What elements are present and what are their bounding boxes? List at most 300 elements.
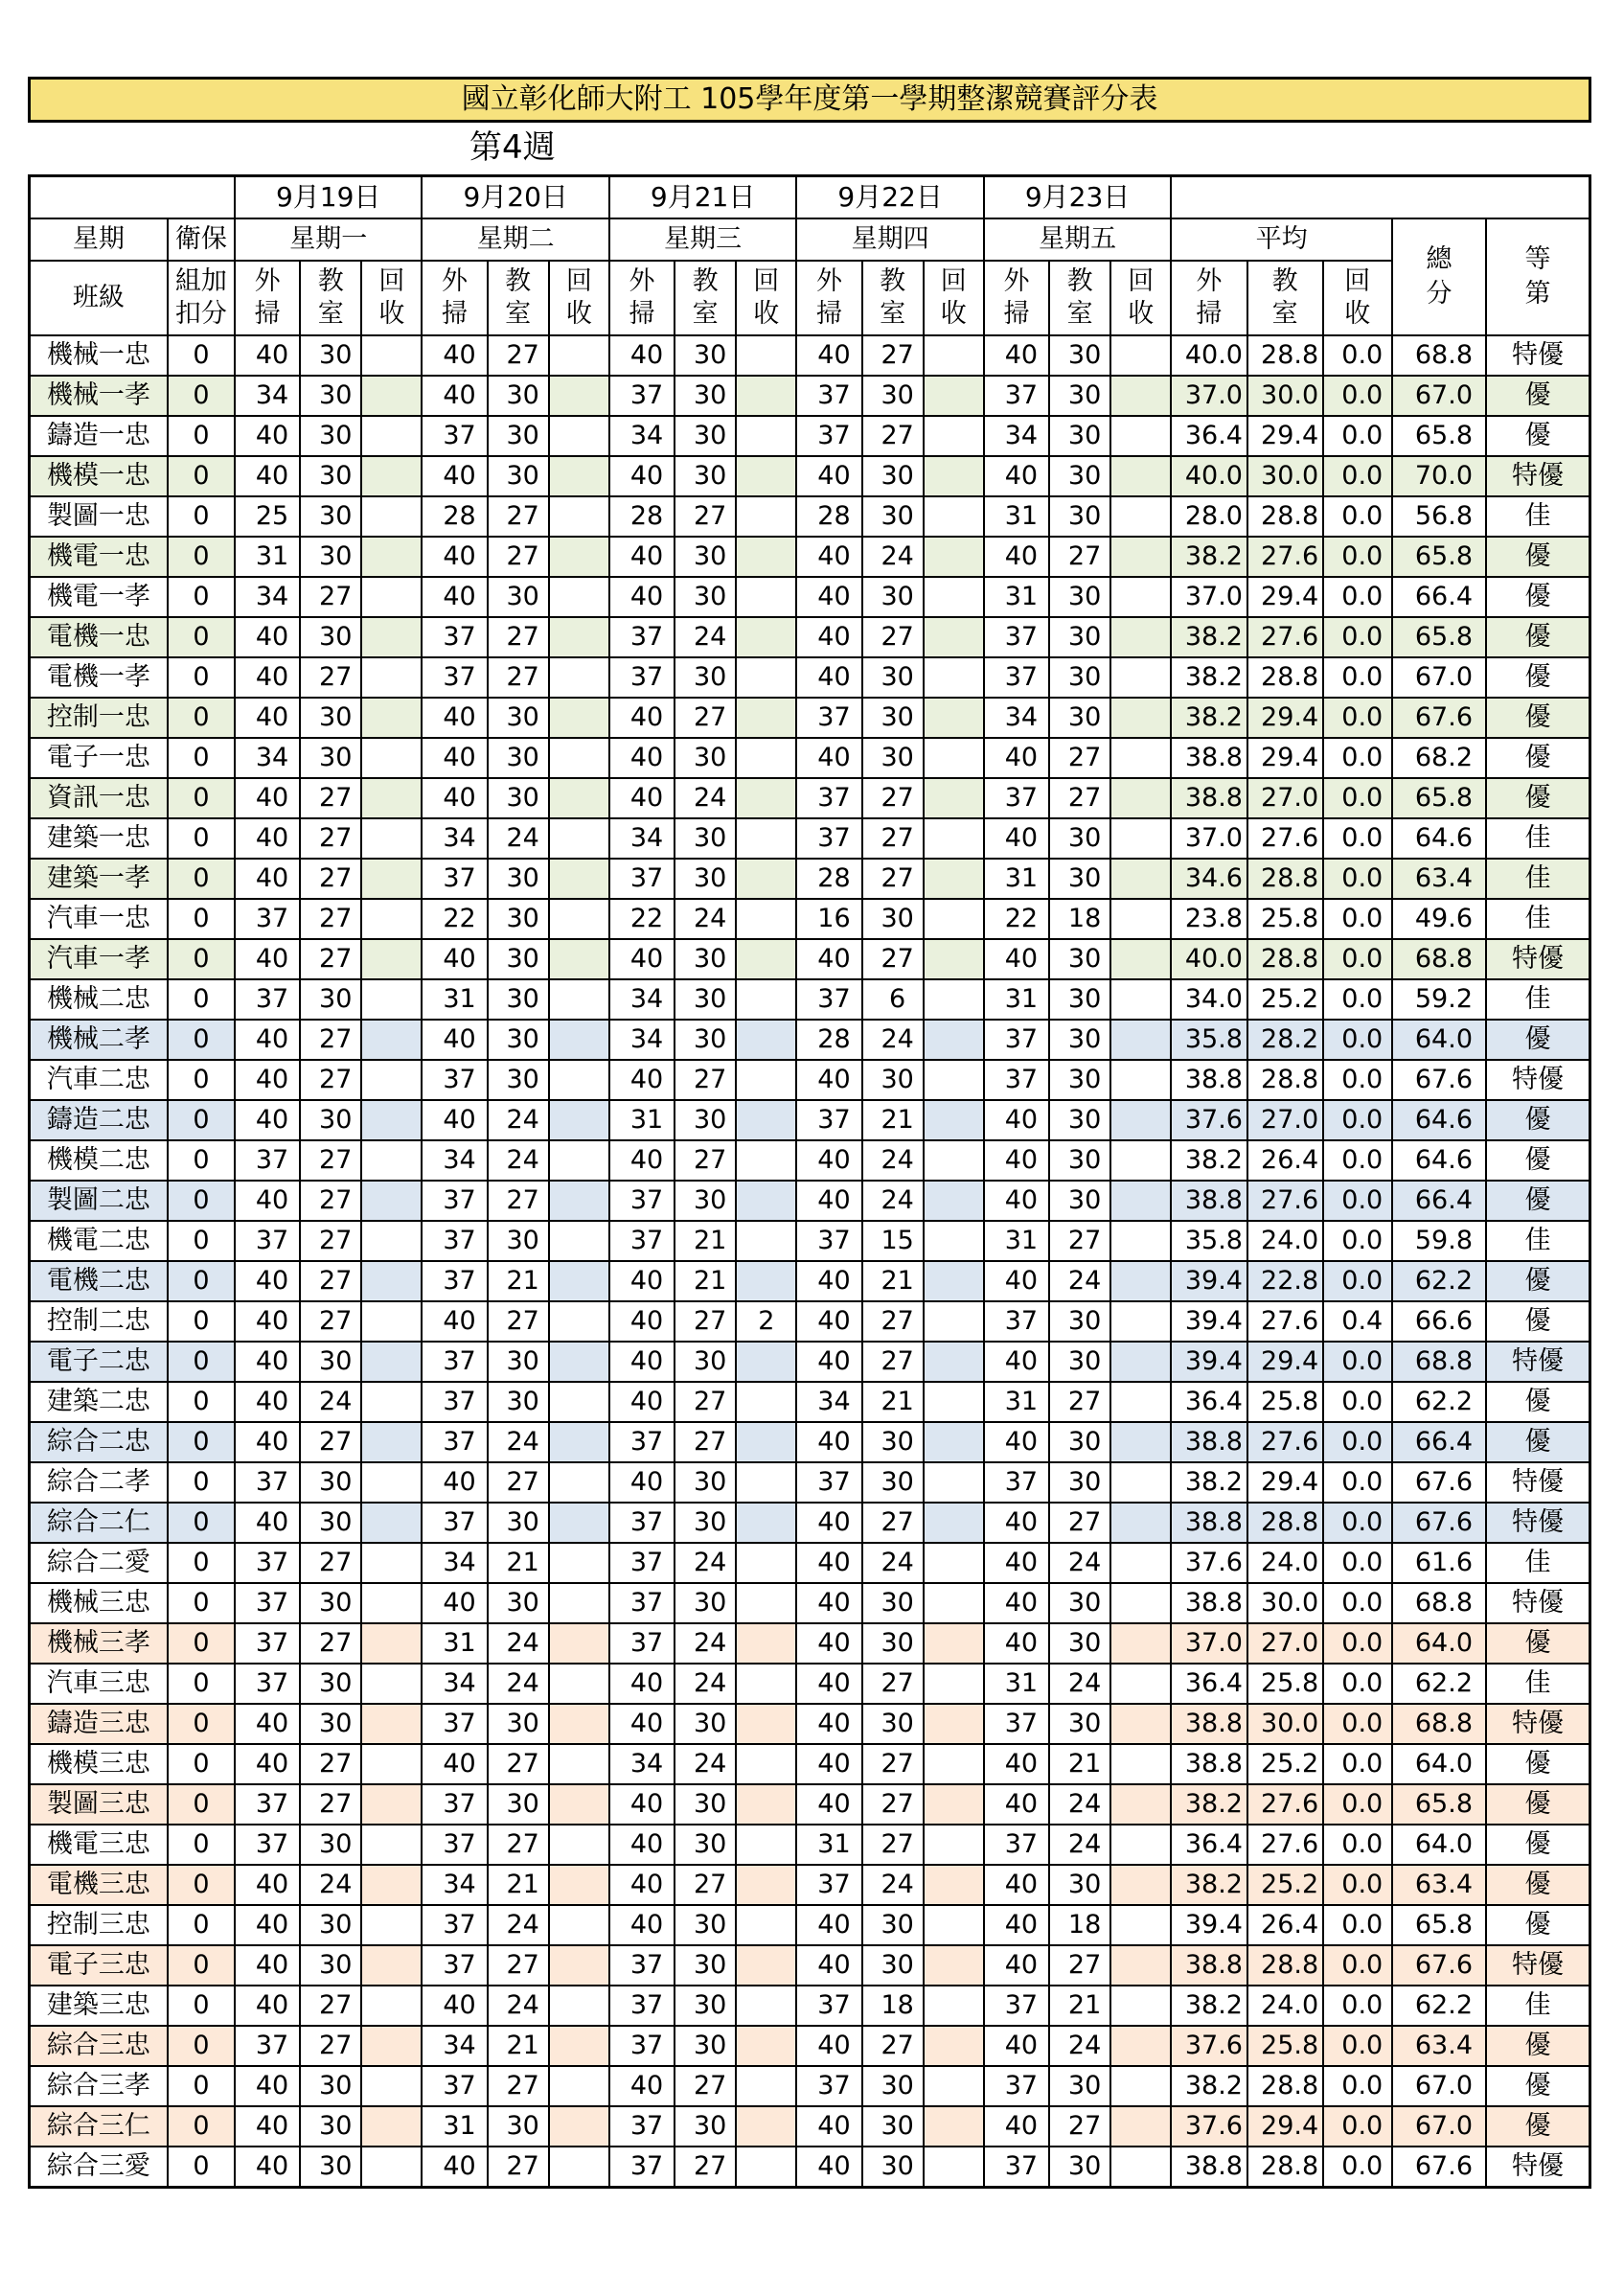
outside-score: 37 [609,1422,675,1462]
classroom-score: 27 [300,939,361,979]
avg-recycle: 0.0 [1323,1583,1392,1623]
recycle-score [1110,1744,1171,1784]
recycle-score [549,416,609,456]
outside-score: 37 [984,1020,1049,1060]
recycle-score [924,1462,984,1503]
deduct-value: 0 [168,979,235,1020]
total-score: 64.0 [1392,1623,1486,1664]
recycle-score [736,2026,796,2066]
total-header [1392,218,1486,335]
class-name: 機模三忠 [30,1744,168,1784]
outside-score: 37 [796,778,861,818]
avg-recycle: 0.0 [1323,1422,1392,1462]
outside-score: 37 [984,1986,1049,2026]
header-blank [30,176,235,219]
avg-outside: 35.8 [1171,1020,1247,1060]
recycle-score [361,1825,422,1865]
recycle-score [1110,818,1171,859]
avg-classroom: 26.4 [1247,1905,1323,1945]
classroom-score: 30 [1049,1301,1110,1342]
total-score: 63.4 [1392,859,1486,899]
outside-score: 40 [796,1945,861,1986]
deduct-value: 0 [168,1744,235,1784]
recycle-score [361,899,422,939]
outside-score: 31 [984,496,1049,537]
recycle-header [1110,261,1171,335]
classroom-score: 27 [862,859,924,899]
avg-outside: 36.4 [1171,1382,1247,1422]
avg-classroom: 26.4 [1247,1140,1323,1181]
recycle-score [1110,456,1171,496]
recycle-score [361,1100,422,1140]
classroom-score: 30 [300,1462,361,1503]
total-score: 68.8 [1392,1704,1486,1744]
recycle-score [549,1342,609,1382]
avg-classroom: 27.6 [1247,1422,1323,1462]
classroom-header-part: 教 [692,266,719,296]
classroom-score: 24 [862,1181,924,1221]
classroom-header-part: 室 [880,299,906,329]
classroom-score: 30 [862,1704,924,1744]
total-score: 66.6 [1392,1301,1486,1342]
classroom-score: 30 [862,2106,924,2147]
avg-classroom: 25.2 [1247,1744,1323,1784]
recycle-score [549,1020,609,1060]
classroom-score: 30 [862,738,924,778]
avg-recycle: 0.0 [1323,1623,1392,1664]
avg-recycle: 0.0 [1323,1382,1392,1422]
table-row [30,1301,1590,1342]
recycle-score [924,416,984,456]
avg-classroom: 29.4 [1247,1462,1323,1503]
outside-score: 37 [235,1664,300,1704]
classroom-score: 27 [300,577,361,617]
outside-score: 40 [796,1422,861,1462]
deduct-value: 0 [168,1905,235,1945]
classroom-score: 24 [675,1623,736,1664]
outside-score: 40 [609,698,675,738]
recycle-score [549,778,609,818]
classroom-header-part: 室 [505,299,532,329]
outside-sweep-header-part: 外 [1003,266,1030,296]
classroom-score: 21 [675,1261,736,1301]
avg-recycle: 0.0 [1323,698,1392,738]
total-score: 67.6 [1392,2147,1486,2188]
total-score: 49.6 [1392,899,1486,939]
classroom-score: 30 [862,899,924,939]
avg-classroom: 29.4 [1247,577,1323,617]
deduct-value: 0 [168,818,235,859]
outside-score: 37 [422,657,487,698]
recycle-score [736,738,796,778]
class-name: 電子三忠 [30,1945,168,1986]
classroom-score: 27 [862,2026,924,2066]
recycle-score [1110,859,1171,899]
sheet-title: 國立彰化師大附工 105學年度第一學期整潔競賽評分表 [28,77,1591,123]
table-row [30,1664,1590,1704]
outside-score: 40 [609,738,675,778]
table-row [30,1784,1590,1825]
classroom-score: 30 [862,376,924,416]
outside-score: 34 [422,818,487,859]
avg-recycle: 0.0 [1323,2106,1392,2147]
outside-score: 40 [235,1905,300,1945]
classroom-score: 27 [300,1181,361,1221]
total-score: 66.4 [1392,1422,1486,1462]
outside-score: 40 [609,939,675,979]
recycle-score [1110,2147,1171,2188]
deduct-value: 0 [168,1422,235,1462]
recycle-score [361,738,422,778]
grade-header-2: 第 [1524,279,1551,309]
classroom-score: 30 [675,335,736,376]
recycle-score [1110,1865,1171,1905]
total-score: 64.0 [1392,1744,1486,1784]
outside-score: 34 [984,416,1049,456]
recycle-header-part: 回 [940,266,967,296]
classroom-score: 27 [675,1060,736,1100]
recycle-score [924,1664,984,1704]
table-row [30,416,1590,456]
outside-score: 40 [235,1865,300,1905]
avg-recycle: 0.0 [1323,939,1392,979]
grade-value: 特優 [1486,335,1590,376]
classroom-score: 30 [488,1583,549,1623]
deduct-value: 0 [168,1503,235,1543]
outside-score: 40 [796,1704,861,1744]
outside-score: 31 [422,2106,487,2147]
recycle-score [736,979,796,1020]
outside-score: 40 [422,1462,487,1503]
deduct-value: 0 [168,2066,235,2106]
outside-score: 34 [235,577,300,617]
grade-value: 優 [1486,1301,1590,1342]
table-row [30,1825,1590,1865]
grade-value: 特優 [1486,1704,1590,1744]
outside-score: 40 [422,738,487,778]
outside-score: 37 [235,1221,300,1261]
outside-score: 40 [609,1905,675,1945]
outside-score: 40 [796,2026,861,2066]
classroom-score: 27 [675,698,736,738]
grade-value: 優 [1486,416,1590,456]
avg-outside: 37.0 [1171,577,1247,617]
deduct-value: 0 [168,577,235,617]
classroom-score: 30 [862,1623,924,1664]
weekday-header: 星期二 [422,218,608,261]
recycle-score [924,1543,984,1583]
classroom-score: 30 [675,1905,736,1945]
total-score: 68.2 [1392,738,1486,778]
outside-score: 40 [796,335,861,376]
table-row [30,1543,1590,1583]
classroom-score: 27 [1049,1221,1110,1261]
class-name: 機電三忠 [30,1825,168,1865]
outside-score: 40 [235,1704,300,1744]
outside-score: 40 [609,1140,675,1181]
grade-value: 特優 [1486,1945,1590,1986]
grade-value: 優 [1486,2026,1590,2066]
classroom-header-part: 室 [692,299,719,329]
outside-score: 37 [984,1704,1049,1744]
outside-score: 40 [796,1181,861,1221]
recycle-score [1110,738,1171,778]
outside-score: 40 [235,1060,300,1100]
table-row [30,698,1590,738]
score-table [28,174,1591,2189]
avg-classroom: 28.8 [1247,657,1323,698]
outside-score: 40 [609,1664,675,1704]
outside-score: 40 [796,537,861,577]
classroom-score: 30 [1049,617,1110,657]
grade-value: 優 [1486,617,1590,657]
class-name: 電機一孝 [30,657,168,698]
avg-classroom: 28.8 [1247,1503,1323,1543]
avg-outside: 38.8 [1171,1744,1247,1784]
avg-classroom: 27.0 [1247,1100,1323,1140]
recycle-score [549,1905,609,1945]
outside-score: 40 [984,1261,1049,1301]
outside-score: 37 [235,2026,300,2066]
outside-score: 37 [796,818,861,859]
classroom-score: 30 [1049,859,1110,899]
recycle-score [924,738,984,778]
recycle-score [1110,1986,1171,2026]
classroom-score: 27 [488,1181,549,1221]
classroom-score: 27 [675,496,736,537]
class-name: 綜合二仁 [30,1503,168,1543]
class-name: 電機三忠 [30,1865,168,1905]
recycle-score [924,1583,984,1623]
outside-score: 40 [984,1744,1049,1784]
recycle-score [736,335,796,376]
score-rows [30,335,1590,2188]
classroom-score: 30 [1049,577,1110,617]
class-name: 電機二忠 [30,1261,168,1301]
recycle-score [549,1503,609,1543]
avg-recycle: 0.0 [1323,1905,1392,1945]
recycle-score [549,2106,609,2147]
avg-classroom: 27.0 [1247,1623,1323,1664]
classroom-score: 30 [675,577,736,617]
classroom-score: 18 [862,1986,924,2026]
recycle-score [1110,1784,1171,1825]
outside-score: 40 [422,456,487,496]
recycle-score [736,2066,796,2106]
total-score: 65.8 [1392,1905,1486,1945]
outside-score: 40 [422,335,487,376]
class-name: 控制一忠 [30,698,168,738]
table-row [30,2106,1590,2147]
outside-score: 40 [422,1744,487,1784]
outside-score: 40 [422,1301,487,1342]
total-score: 68.8 [1392,1583,1486,1623]
outside-score: 37 [796,1221,861,1261]
recycle-score [736,1100,796,1140]
deduct-value: 0 [168,778,235,818]
classroom-header [300,261,361,335]
recycle-score [361,657,422,698]
class-name: 綜合三仁 [30,2106,168,2147]
recycle-score [549,1422,609,1462]
classroom-score: 24 [1049,1261,1110,1301]
outside-score: 40 [984,1100,1049,1140]
classroom-score: 30 [1049,1865,1110,1905]
outside-score: 34 [609,416,675,456]
recycle-score [924,1261,984,1301]
recycle-score [361,1422,422,1462]
grade-header [1486,218,1590,335]
outside-sweep-header-part: 掃 [629,299,655,329]
total-score: 67.0 [1392,657,1486,698]
recycle-score [361,2147,422,2188]
classroom-score: 30 [1049,496,1110,537]
avg-recycle: 0.0 [1323,1221,1392,1261]
avg-outside: 38.2 [1171,1140,1247,1181]
recycle-score [549,698,609,738]
class-name: 機模一忠 [30,456,168,496]
recycle-score [736,778,796,818]
classroom-score: 15 [862,1221,924,1261]
recycle-score [924,1784,984,1825]
class-name: 綜合三愛 [30,2147,168,2188]
grade-value: 特優 [1486,1462,1590,1503]
recycle-header-part: 回 [753,266,780,296]
outside-score: 40 [235,1342,300,1382]
grade-value: 特優 [1486,456,1590,496]
table-row [30,1462,1590,1503]
recycle-score [549,1301,609,1342]
classroom-score: 18 [1049,899,1110,939]
class-name: 機械一忠 [30,335,168,376]
classroom-score: 30 [300,1100,361,1140]
classroom-score: 30 [675,1986,736,2026]
recycle-score [736,1422,796,1462]
classroom-score: 30 [675,1945,736,1986]
classroom-score: 27 [675,2147,736,2188]
grade-value: 優 [1486,1020,1590,1060]
total-score: 62.2 [1392,1664,1486,1704]
classroom-score: 27 [300,1986,361,2026]
deduct-label-2: 組加 [174,266,227,296]
outside-score: 40 [796,2147,861,2188]
avg-recycle: 0.0 [1323,1503,1392,1543]
classroom-score: 30 [1049,818,1110,859]
table-row [30,537,1590,577]
classroom-score: 30 [488,456,549,496]
outside-score: 40 [796,1301,861,1342]
table-row [30,939,1590,979]
total-header-2: 分 [1426,279,1452,309]
classroom-score: 30 [488,1784,549,1825]
grade-value: 優 [1486,537,1590,577]
recycle-score [361,577,422,617]
classroom-score: 30 [675,537,736,577]
recycle-score [361,1986,422,2026]
outside-score: 40 [422,537,487,577]
classroom-score: 30 [1049,1060,1110,1100]
total-score: 62.2 [1392,1261,1486,1301]
grade-value: 優 [1486,1784,1590,1825]
outside-score: 34 [422,1140,487,1181]
outside-score: 40 [235,1986,300,2026]
classroom-score: 30 [488,1704,549,1744]
recycle-score [549,496,609,537]
classroom-score: 30 [300,537,361,577]
classroom-score: 30 [1049,1342,1110,1382]
classroom-score: 27 [862,1342,924,1382]
deduct-label-1: 衛保 [168,218,235,261]
avg-recycle: 0.0 [1323,1543,1392,1583]
classroom-score: 30 [675,1462,736,1503]
outside-score: 40 [796,1623,861,1664]
classroom-score: 30 [488,1221,549,1261]
classroom-score: 30 [1049,1623,1110,1664]
classroom-score: 30 [300,416,361,456]
recycle-score [1110,376,1171,416]
date-header: 9月21日 [609,176,796,219]
avg-outside: 38.8 [1171,778,1247,818]
outside-score: 34 [235,738,300,778]
table-row [30,818,1590,859]
classroom-score: 6 [862,979,924,1020]
classroom-score: 30 [300,496,361,537]
recycle-score [736,899,796,939]
classroom-score: 30 [300,1503,361,1543]
classroom-score: 27 [862,617,924,657]
avg-outside: 34.0 [1171,979,1247,1020]
classroom-score: 27 [1049,1503,1110,1543]
outside-score: 34 [609,1744,675,1784]
classroom-score: 27 [675,1140,736,1181]
outside-score: 40 [422,2147,487,2188]
recycle-score [549,1825,609,1865]
grade-value: 佳 [1486,979,1590,1020]
recycle-score [1110,1060,1171,1100]
outside-score: 40 [235,698,300,738]
classroom-header-part: 室 [1271,299,1298,329]
classroom-score: 27 [488,335,549,376]
outside-score: 40 [984,1623,1049,1664]
avg-outside: 34.6 [1171,859,1247,899]
outside-sweep-header-part: 掃 [1003,299,1030,329]
recycle-score [924,2147,984,2188]
classroom-score: 30 [862,1945,924,1986]
recycle-score [1110,1503,1171,1543]
classroom-score: 24 [1049,1825,1110,1865]
outside-score: 37 [235,1462,300,1503]
avg-recycle: 0.0 [1323,979,1392,1020]
class-name: 製圖一忠 [30,496,168,537]
recycle-score [549,1945,609,1986]
recycle-score [924,698,984,738]
avg-classroom: 28.8 [1247,859,1323,899]
classroom-score: 30 [488,1342,549,1382]
outside-score: 40 [235,859,300,899]
avg-classroom: 25.2 [1247,979,1323,1020]
outside-score: 40 [984,1140,1049,1181]
classroom-score: 21 [862,1382,924,1422]
deduct-value: 0 [168,2147,235,2188]
table-row [30,456,1590,496]
total-score: 64.6 [1392,818,1486,859]
classroom-score: 30 [862,1422,924,1462]
grade-value: 優 [1486,698,1590,738]
grade-value: 佳 [1486,859,1590,899]
recycle-score [924,818,984,859]
avg-outside: 37.0 [1171,818,1247,859]
recycle-score [924,1181,984,1221]
